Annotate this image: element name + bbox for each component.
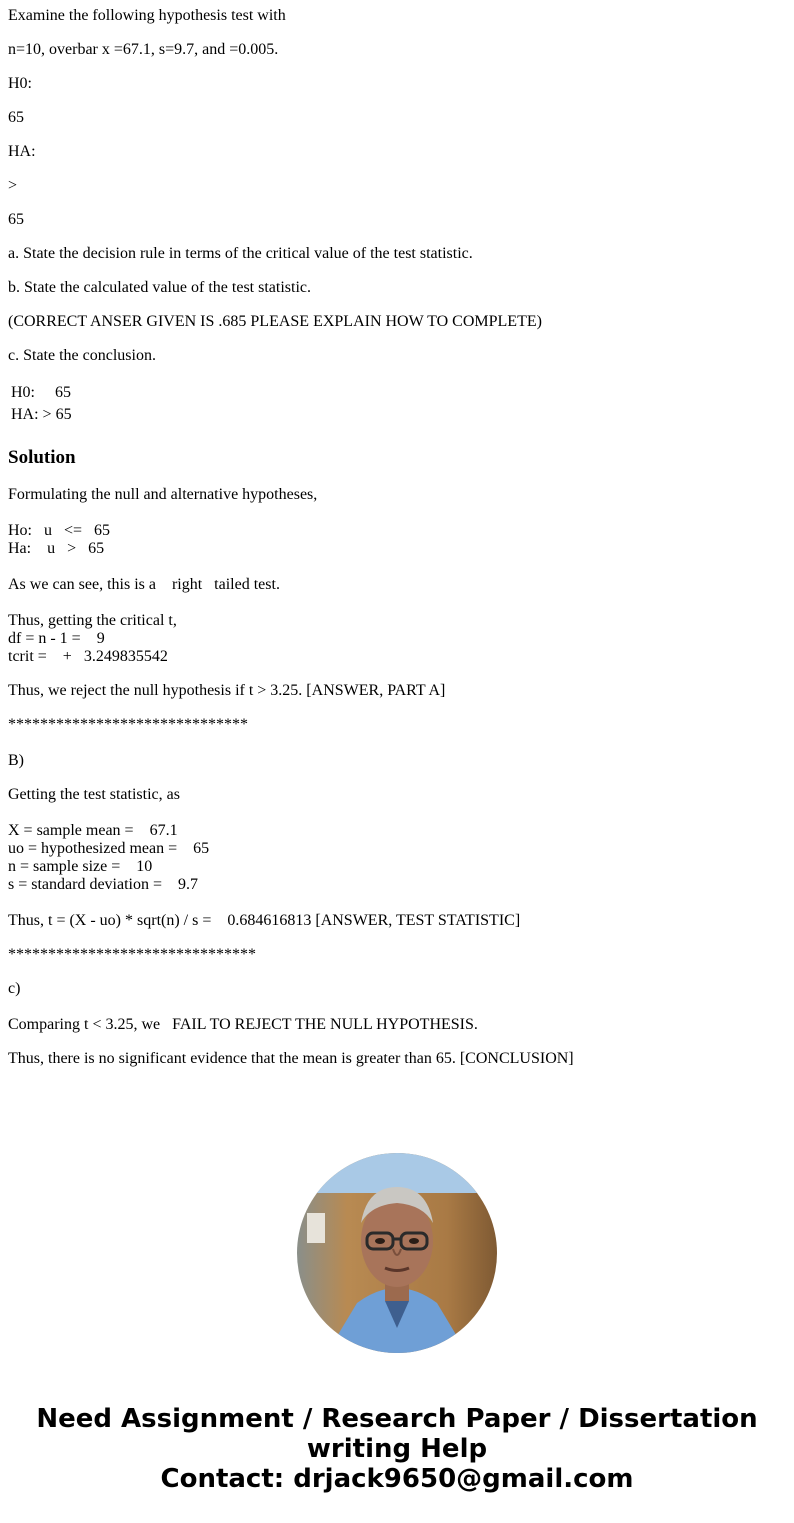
question-given: n=10, overbar x =67.1, s=9.7, and =0.005. bbox=[8, 41, 279, 58]
table-h0: H0: 65 bbox=[11, 384, 71, 401]
author-photo-illustration bbox=[297, 1153, 497, 1353]
sample-mean-line: X = sample mean = 67.1 bbox=[8, 822, 178, 839]
question-intro: Examine the following hypothesis test with bbox=[8, 7, 286, 24]
critical-intro: Thus, getting the critical t, bbox=[8, 612, 177, 629]
banner-contact-line: Contact: drjack9650@gmail.com bbox=[160, 1464, 634, 1494]
separator-1: ****************************** bbox=[8, 716, 248, 733]
tail-text: As we can see, this is a right tailed test. bbox=[8, 576, 280, 593]
tcrit-line: tcrit = + 3.249835542 bbox=[8, 648, 168, 665]
hypothesized-mean-line: uo = hypothesized mean = 65 bbox=[8, 840, 210, 857]
author-avatar bbox=[297, 1153, 497, 1353]
part-b-text: b. State the calculated value of the test statistic. bbox=[8, 279, 312, 296]
part-c-text: c. State the conclusion. bbox=[8, 347, 156, 364]
sample-size-line: n = sample size = 10 bbox=[8, 858, 153, 875]
part-c-label: c) bbox=[8, 980, 21, 997]
getting-stat-text: Getting the test statistic, as bbox=[8, 786, 180, 803]
test-statistic-line: Thus, t = (X - uo) * sqrt(n) / s = 0.684616813 [ANSWER, TEST STATISTIC] bbox=[8, 912, 521, 929]
formulating-text: Formulating the null and alternative hypotheses, bbox=[8, 486, 318, 503]
part-a-text: a. State the decision rule in terms of the critical value of the test statistic. bbox=[8, 245, 473, 262]
solution-heading: Solution bbox=[8, 447, 76, 468]
contact-banner bbox=[0, 1404, 794, 1494]
reject-rule: Thus, we reject the null hypothesis if t > 3.25. [ANSWER, PART A] bbox=[8, 682, 446, 699]
h0-label: H0: bbox=[8, 75, 32, 92]
banner-line-1: Need Assignment / Research Paper / Dissertation bbox=[36, 1404, 758, 1434]
ho-line: Ho: u <= 65 bbox=[8, 522, 111, 539]
std-dev-line: s = standard deviation = 9.7 bbox=[8, 876, 199, 893]
separator-2: ******************************* bbox=[8, 946, 256, 963]
table-ha: HA: > 65 bbox=[11, 406, 72, 423]
banner-line-2: writing Help bbox=[306, 1434, 488, 1464]
ha-symbol: > bbox=[8, 177, 18, 194]
conclusion-text: Thus, there is no significant evidence that the mean is greater than 65. [CONCLUSION] bbox=[8, 1050, 574, 1067]
ha-value: 65 bbox=[8, 211, 24, 228]
comparing-text: Comparing t < 3.25, we FAIL TO REJECT THE NULL HYPOTHESIS. bbox=[8, 1016, 478, 1033]
h0-value: 65 bbox=[8, 109, 24, 126]
ha-line: Ha: u > 65 bbox=[8, 540, 105, 557]
answer-note: (CORRECT ANSER GIVEN IS .685 PLEASE EXPLAIN HOW TO COMPLETE) bbox=[8, 313, 542, 330]
part-b-label: B) bbox=[8, 752, 24, 769]
ha-label: HA: bbox=[8, 143, 36, 160]
df-line: df = n - 1 = 9 bbox=[8, 630, 105, 647]
